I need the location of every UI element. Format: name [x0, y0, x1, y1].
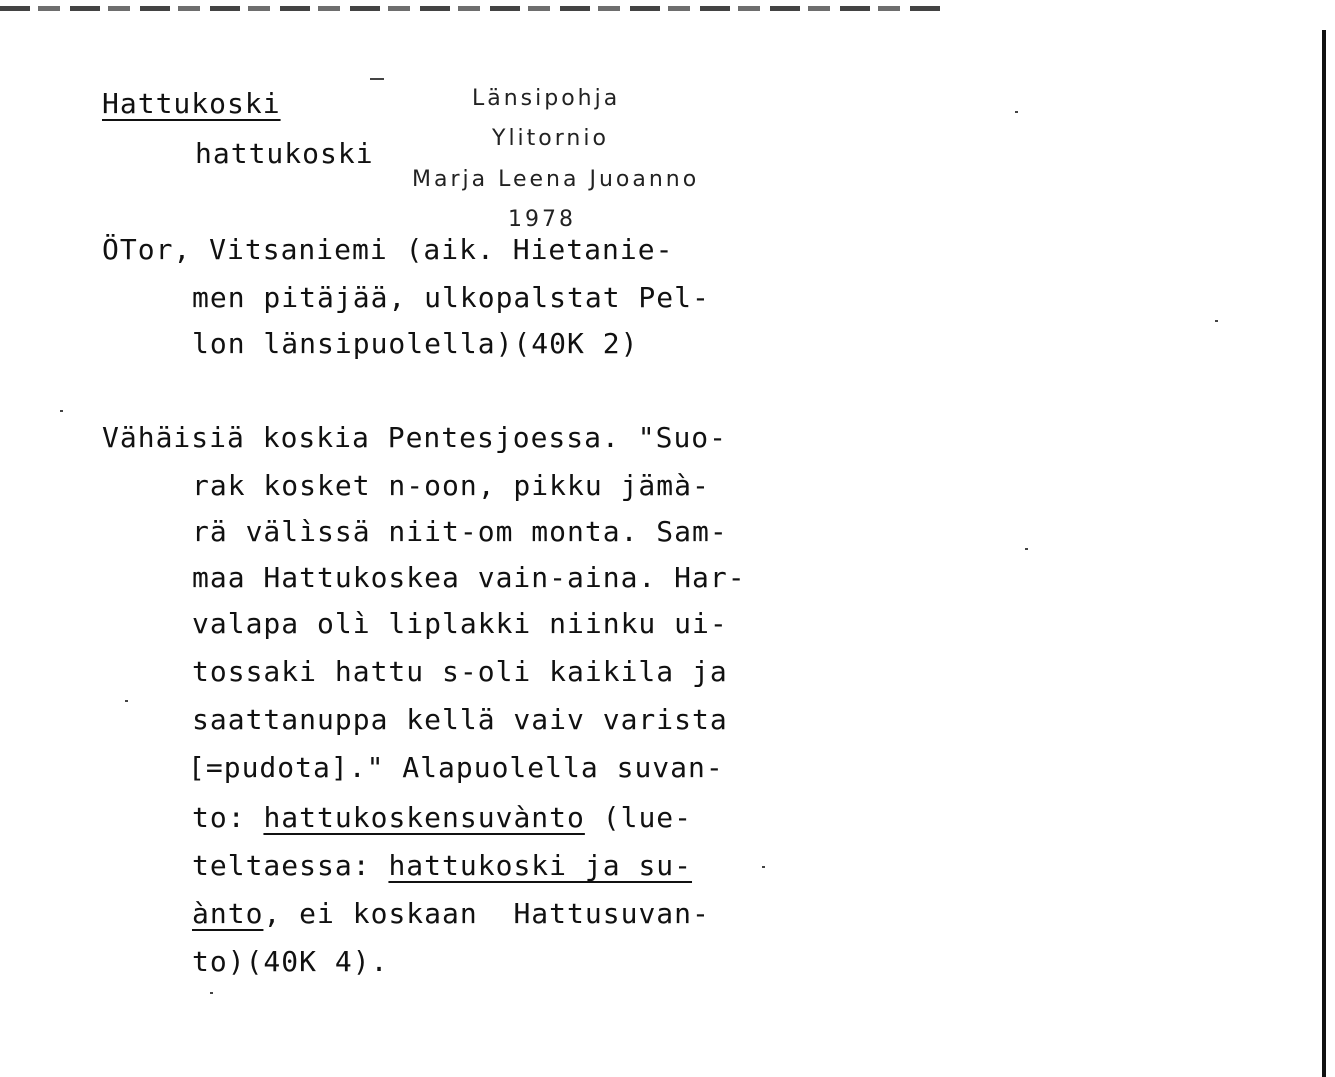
description-line-6: tossaki hattu s-oli kaikila ja [192, 655, 728, 688]
description-line-12: to)(40K 4). [192, 945, 389, 978]
description-line-10-lead: teltaessa: [192, 849, 389, 882]
scan-speck [125, 700, 128, 702]
year-stamp: 1978 [508, 207, 576, 232]
description-line-9 [192, 801, 693, 834]
description-line-5: valapa olì liplakki niinku ui- [192, 607, 728, 640]
scan-speck [1015, 111, 1018, 113]
editorial-gloss: [=pudota] [188, 751, 349, 784]
description-line-8 [188, 751, 724, 784]
region-stamp: Länsipohja [472, 86, 621, 111]
scan-speck [1025, 548, 1028, 550]
description-line-7: saattanuppa kellä vaiv varista [192, 703, 728, 736]
location-line-3: lon länsipuolella)(40K 2) [192, 327, 639, 360]
location-line-1: ÖTor, Vitsaniemi (aik. Hietanie- [102, 233, 674, 266]
right-border-line [1322, 30, 1326, 1077]
scan-speck [1215, 320, 1218, 322]
headword: Hattukoski [102, 87, 281, 120]
description-line-3: rä välìssä niit-om monta. Sam- [192, 515, 728, 548]
variant-form-2: hattukoski ja su- [388, 849, 693, 882]
description-line-2: rak kosket n-oon, pikku jämà- [192, 469, 710, 502]
parish-stamp: Ylitornio [492, 126, 609, 151]
top-border-line [0, 6, 940, 11]
collector-stamp: Marja Leena Juoanno [412, 167, 700, 192]
variant-form-2-end: ànto [192, 897, 264, 930]
description-line-1: Vähäisiä koskia Pentesjoessa. "Suo- [102, 421, 728, 454]
description-line-11-rest: , ei koskaan Hattusuvan- [263, 897, 710, 930]
description-line-10 [192, 849, 693, 882]
description-line-9-lead: to: [192, 801, 264, 834]
description-line-9-tail: (lue- [584, 801, 693, 834]
scan-speck [762, 866, 765, 868]
description-line-11 [192, 897, 710, 930]
location-line-2: men pitäjää, ulkopalstat Pel- [192, 281, 710, 314]
local-form: hattukoski [195, 137, 374, 170]
scan-speck [210, 992, 213, 994]
scan-speck [370, 78, 384, 80]
description-line-4: maa Hattukoskea vain-aina. Har- [192, 561, 746, 594]
scan-speck [60, 410, 63, 412]
variant-form-1: hattukoskensuvànto [263, 801, 585, 834]
description-line-8-rest: ." Alapuolella suvan- [348, 751, 724, 784]
